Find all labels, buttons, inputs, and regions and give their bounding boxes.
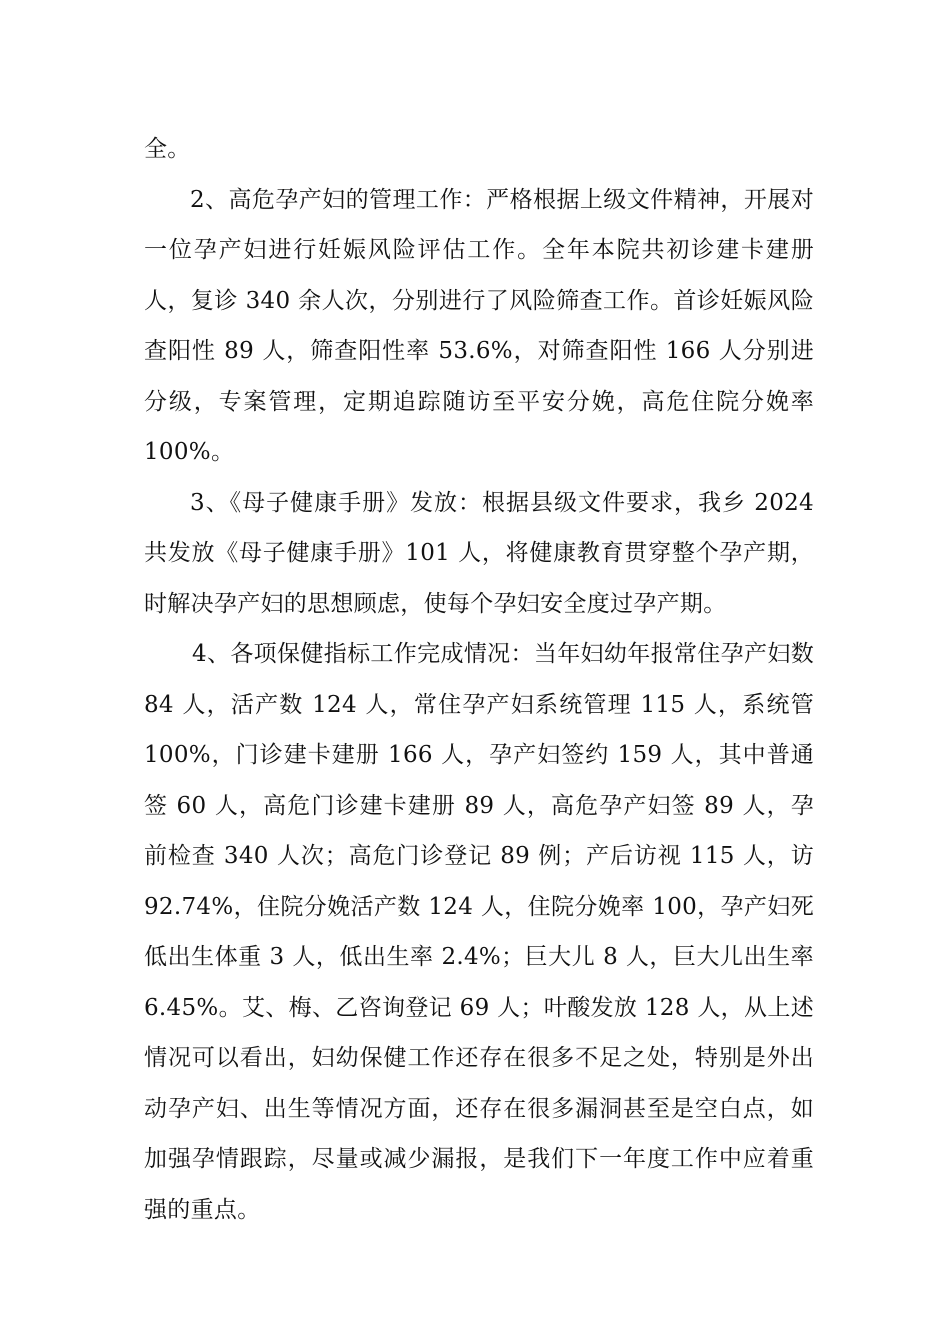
paragraph-3-line-2: 共发放《母子健康手册》101 人，将健康教育贯穿整个孕产期， <box>144 540 814 566</box>
paragraph-2-line-3: 人，复诊 340 余人次，分别进行了风险筛查工作。首诊妊娠风险 <box>144 287 814 314</box>
paragraph-4-line-6: 92.74%，住院分娩活产数 124 人，住院分娩率 100，孕产妇死 <box>144 893 814 920</box>
paragraph-4-line-9: 情况可以看出，妇幼保健工作还存在很多不足之处，特别是外出 <box>144 1045 814 1071</box>
paragraph-4-line-1: 4、各项保健指标工作完成情况：当年妇幼年报常住孕产妇数 <box>192 641 814 667</box>
paragraph-4-line-3: 100%，门诊建卡建册 166 人，孕产妇签约 159 人，其中普通 <box>144 742 814 768</box>
paragraph-3-line-3: 时解决孕产妇的思想顾虑，使每个孕妇安全度过孕产期。 <box>144 590 727 617</box>
paragraph-2-line-1: 2、高危孕产妇的管理工作：严格根据上级文件精神，开展对 <box>190 186 814 213</box>
paragraph-4-line-10: 动孕产妇、出生等情况方面，还存在很多漏洞甚至是空白点，如 <box>144 1095 814 1122</box>
paragraph-2-line-5: 分级，专案管理，定期追踪随访至平安分娩，高危住院分娩率 <box>144 388 814 415</box>
paragraph-4-line-7: 低出生体重 3 人，低出生率 2.4%；巨大儿 8 人，巨大儿出生率 <box>144 944 814 970</box>
paragraph-4-line-8: 6.45%。艾、梅、乙咨询登记 69 人；叶酸发放 128 人，从上述 <box>144 994 814 1021</box>
paragraph-4-line-11: 加强孕情跟踪，尽量或减少漏报，是我们下一年度工作中应着重 <box>144 1146 814 1172</box>
paragraph-4-line-2: 84 人，活产数 124 人，常住孕产妇系统管理 115 人，系统管 <box>144 691 814 718</box>
paragraph-2-line-4: 查阳性 89 人，筛查阳性率 53.6%，对筛查阳性 166 人分别进 <box>144 338 814 364</box>
paragraph-4-line-5: 前检查 340 人次；高危门诊登记 89 例；产后访视 115 人，访 <box>144 843 814 869</box>
document-body <box>144 124 814 1235</box>
paragraph-2-line-6: 100%。 <box>144 439 235 465</box>
paragraph-3-line-1: 3、《母子健康手册》发放：根据县级文件要求，我乡 2024 <box>190 489 814 516</box>
paragraph-4-line-4: 签 60 人，高危门诊建卡建册 89 人，高危孕产妇签 89 人，孕 <box>144 792 814 819</box>
paragraph-4-line-12: 强的重点。 <box>144 1196 261 1223</box>
paragraph-2-line-2: 一位孕产妇进行妊娠风险评估工作。全年本院共初诊建卡建册 <box>144 237 814 263</box>
paragraph-1-line-1: 全。 <box>144 136 191 162</box>
